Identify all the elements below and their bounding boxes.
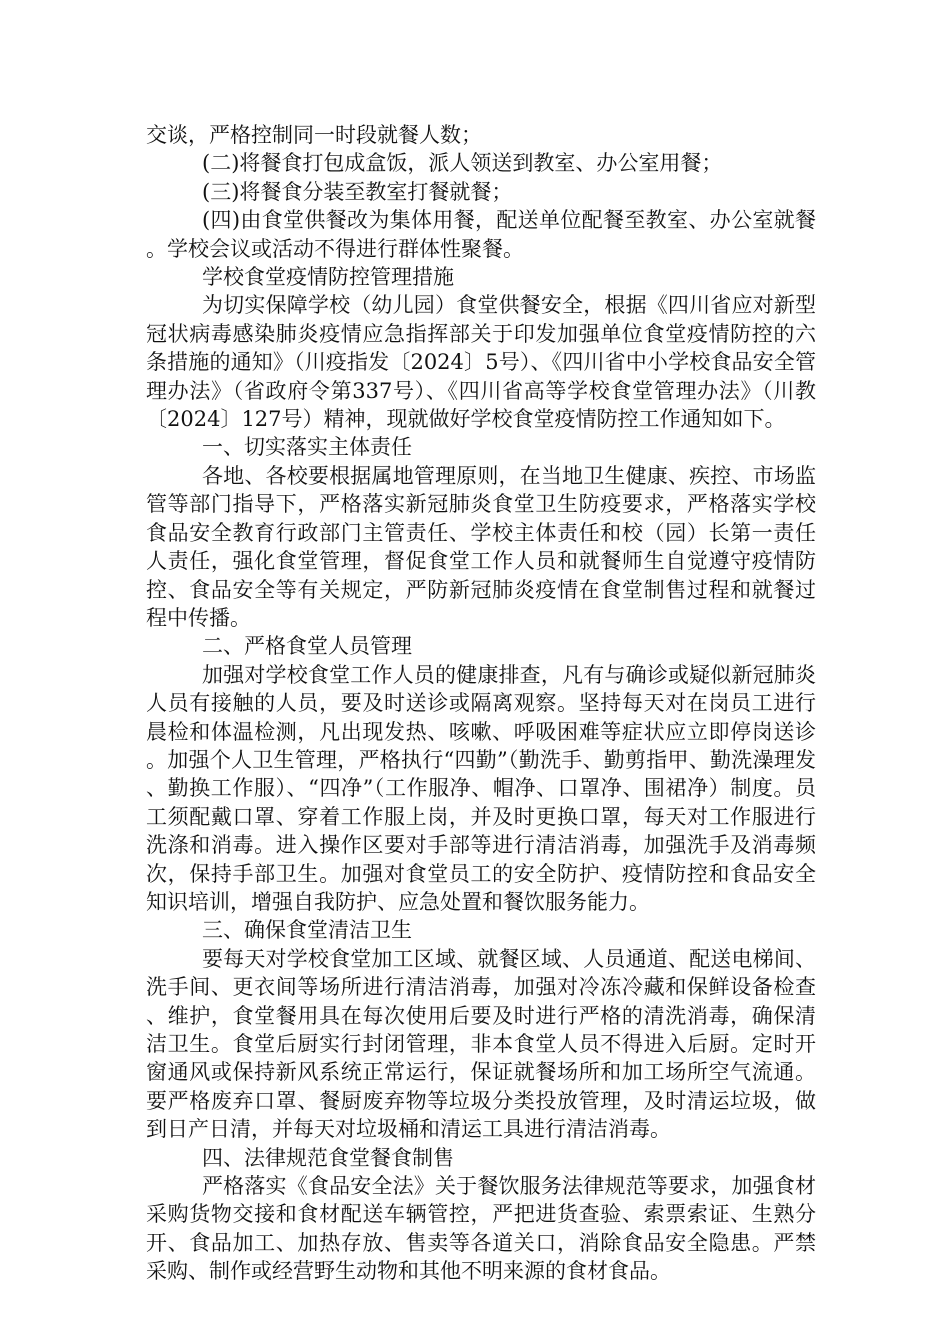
section-body-2: 加强对学校食堂工作人员的健康排查，凡有与确诊或疑似新冠肺炎人员有接触的人员，要及时送诊或隔离观察。坚持每天对在岗员工进行晨检和体温检测，凡出现发热、咳嗽、呼吸困难等症状应立即停岗送诊。加强个人卫生管理，严格执行“四勤”（勤洗手、勤剪指甲、勤洗澡理发、勤换工作服）、“四净”（工作服净、帽净、口罩净、围裙净）制度。员工须配戴口罩、穿着工作服上岗，并及时更换口罩，每天对工作服进行洗涤和消毒。进入操作区要对手部等进行清洁消毒，加强洗手及消毒频次，保持手部卫生。加强对食堂员工的安全防护、疫情防控和食品安全知识培训，增强自我防护、应急处置和餐饮服务能力。 xyxy=(146,662,816,914)
section-body-1: 各地、各校要根据属地管理原则，在当地卫生健康、疾控、市场监管等部门指导下，严格落实新冠肺炎食堂卫生防疫要求，严格落实学校食品安全教育行政部门主管责任、学校主体责任和校（园）长第一责任人责任，强化食堂管理，督促食堂工作人员和就餐师生自觉遵守疫情防控、食品安全等有关规定，严防新冠肺炎疫情在食堂制售过程和就餐过程中传播。 xyxy=(146,463,816,630)
section-title: 学校食堂疫情防控管理措施 xyxy=(202,265,454,290)
intro-paragraph: 为切实保障学校（幼儿园）食堂供餐安全，根据《四川省应对新型冠状病毒感染肺炎疫情应急指挥部关于印发加强单位食堂疫情防控的六条措施的通知》（川疫指发〔2024〕5号）、《四川省中小学校食品安全管理办法》（省政府令第337号）、《四川省高等学校食堂管理办法》（川教〔2024〕127号）精神，现就做好学校食堂疫情防控工作通知如下。 xyxy=(146,293,816,432)
document-body xyxy=(146,121,816,1286)
section-heading-1: 一、切实落实主体责任 xyxy=(202,435,412,460)
paragraph-item-2: (二)将餐食打包成盒饭，派人领送到教室、办公室用餐； xyxy=(202,151,723,176)
paragraph-continuation: 交谈，严格控制同一时段就餐人数； xyxy=(146,123,482,147)
section-body-4: 严格落实《食品安全法》关于餐饮服务法律规范等要求，加强食材采购货物交接和食材配送车辆管控，严把进货查验、索票索证、生熟分开、食品加工、加热存放、售卖等各道关口，消除食品安全隐患。严禁采购、制作或经营野生动物和其他不明来源的食材食品。 xyxy=(146,1174,816,1284)
section-heading-2: 二、严格食堂人员管理 xyxy=(202,634,412,659)
section-heading-3: 三、确保食堂清洁卫生 xyxy=(202,918,412,943)
section-heading-4: 四、法律规范食堂餐食制售 xyxy=(202,1145,454,1170)
paragraph-item-3: (三)将餐食分装至教室打餐就餐； xyxy=(202,179,513,204)
section-body-3: 要每天对学校食堂加工区域、就餐区域、人员通道、配送电梯间、洗手间、更衣间等场所进行清洁消毒，加强对冷冻冷藏和保鲜设备检查、维护，食堂餐用具在每次使用后要及时进行严格的清洗消毒，确保清洁卫生。食堂后厨实行封闭管理，非本食堂人员不得进入后厨。定时开窗通风或保持新风系统正常运行，保证就餐场所和加工场所空气流通。要严格废弃口罩、餐厨废弃物等垃圾分类投放管理，及时清运垃圾，做到日产日清，并每天对垃圾桶和清运工具进行清洁消毒。 xyxy=(146,946,816,1142)
paragraph-item-4: (四)由食堂供餐改为集体用餐，配送单位配餐至教室、办公室就餐。学校会议或活动不得进行群体性聚餐。 xyxy=(146,208,816,261)
